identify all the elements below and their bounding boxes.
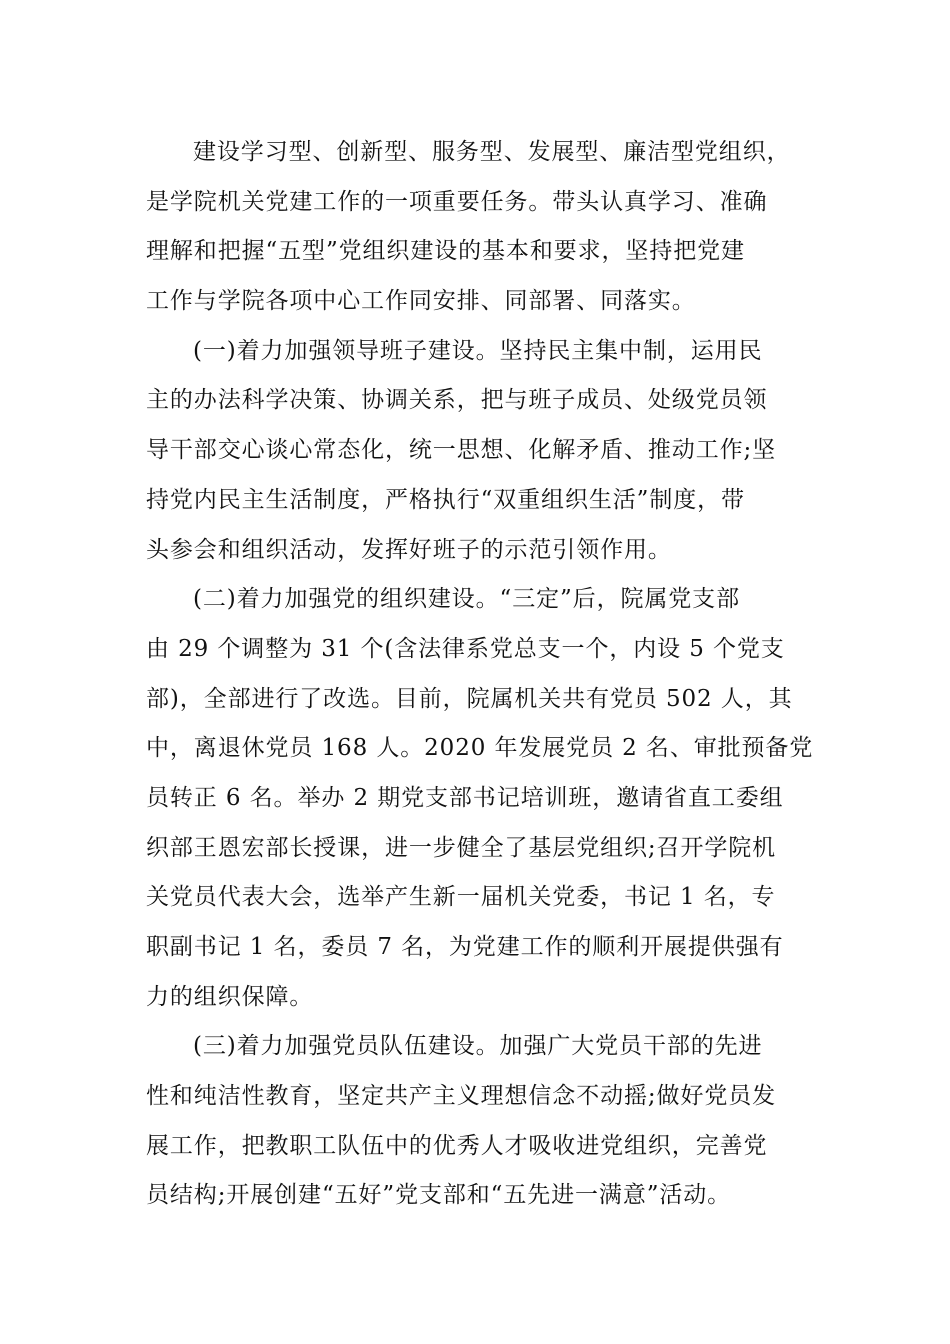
paragraph-4-line-4: 员结构;开展创建“五好”党支部和“五先进一满意”活动。	[146, 1182, 732, 1209]
paragraph-3-line-7: 关党员代表大会，选举产生新一届机关党委，书记 1 名，专	[146, 884, 776, 911]
paragraph-2-line-5: 头参会和组织活动，发挥好班子的示范引领作用。	[146, 536, 672, 563]
paragraph-3-line-6: 织部王恩宏部长授课，进一步健全了基层党组织;召开学院机	[146, 834, 777, 861]
paragraph-1-line-4: 工作与学院各项中心工作同安排、同部署、同落实。	[146, 288, 696, 315]
paragraph-3-line-3: 部)，全部进行了改选。目前，院属机关共有党员 502 人，其	[146, 685, 793, 712]
paragraph-2-line-2: 主的办法科学决策、协调关系，把与班子成员、处级党员领	[146, 387, 768, 414]
paragraph-1-line-3: 理解和把握“五型”党组织建设的基本和要求，坚持把党建	[146, 238, 745, 265]
paragraph-3-line-4: 中，离退休党员 168 人。2020 年发展党员 2 名、审批预备党	[146, 735, 814, 762]
paragraph-4-line-2: 性和纯洁性教育，坚定共产主义理想信念不动摇;做好党员发	[146, 1083, 777, 1110]
document-body	[146, 128, 814, 1221]
paragraph-4-line-3: 展工作，把教职工队伍中的优秀人才吸收进党组织，完善党	[146, 1132, 768, 1159]
paragraph-3-line-1: (二)着力加强党的组织建设。“三定”后，院属党支部	[193, 586, 740, 613]
paragraph-3-line-9: 力的组织保障。	[146, 983, 314, 1010]
paragraph-1-line-1: 建设学习型、创新型、服务型、发展型、廉洁型党组织，	[193, 139, 791, 165]
paragraph-2-line-3: 导干部交心谈心常态化，统一思想、化解矛盾、推动工作;坚	[146, 437, 777, 464]
paragraph-1-line-2: 是学院机关党建工作的一项重要任务。带头认真学习、准确	[146, 188, 768, 215]
paragraph-2-line-1: (一)着力加强领导班子建设。坚持民主集中制，运用民	[193, 337, 763, 364]
paragraph-3-line-2: 由 29 个调整为 31 个(含法律系党总支一个，内设 5 个党支	[146, 635, 785, 662]
paragraph-2-line-4: 持党内民主生活制度，严格执行“双重组织生活”制度，带	[146, 486, 745, 513]
paragraph-3-line-5: 员转正 6 名。举办 2 期党支部书记培训班，邀请省直工委组	[146, 784, 784, 811]
paragraph-3-line-8: 职副书记 1 名，委员 7 名，为党建工作的顺利开展提供强有	[146, 934, 784, 960]
paragraph-4-line-1: (三)着力加强党员队伍建设。加强广大党员干部的先进	[193, 1033, 763, 1060]
